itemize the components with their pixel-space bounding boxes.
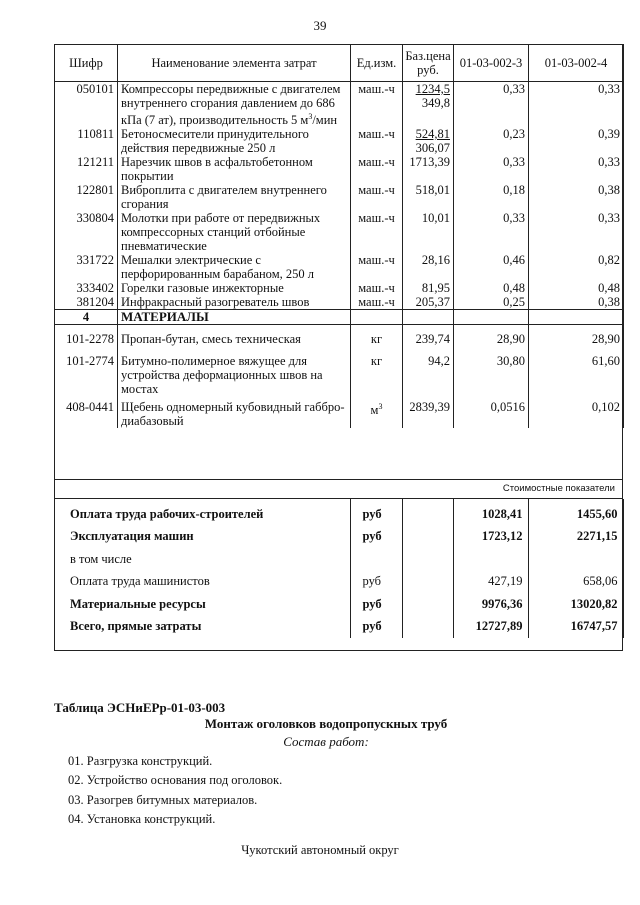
summary-col1 (453, 548, 528, 571)
row-unit: кг (351, 325, 403, 347)
row-code: 101-2774 (55, 346, 118, 396)
table-row (55, 183, 624, 211)
row-col1: 0,48 (454, 281, 529, 295)
summary-col1: 12727,89 (453, 616, 528, 639)
row-col2: 0,33 (529, 155, 624, 183)
section-title: МАТЕРИАЛЫ (118, 310, 351, 325)
row-col2: 0,39 (529, 127, 624, 155)
row-name: Бетоносмесители принудительного действия передвижные 250 л (118, 127, 351, 155)
table-header-row (55, 45, 624, 82)
row-col1: 0,33 (454, 211, 529, 253)
summary-unit: руб (350, 593, 402, 616)
row-code: 101-2278 (55, 325, 118, 347)
summary-row (54, 593, 623, 616)
table-row (55, 346, 624, 396)
row-col2: 0,38 (529, 295, 624, 310)
summary-col2 (528, 548, 623, 571)
price-top: 1234,5 (415, 82, 450, 96)
row-price: 1713,39 (403, 155, 454, 183)
summary-row (54, 616, 623, 639)
row-unit: маш.-ч (351, 295, 403, 310)
header-col1: 01-03-002-3 (454, 45, 529, 82)
header-name: Наименование элемента затрат (118, 45, 351, 82)
row-col1: 28,90 (454, 325, 529, 347)
row-unit: маш.-ч (351, 211, 403, 253)
empty-cell (403, 310, 454, 325)
row-col2: 0,33 (529, 82, 624, 128)
row-col2: 28,90 (529, 325, 624, 347)
row-name: Битумно-полимерное вяжущее для устройства деформационных швов на мостах (118, 346, 351, 396)
row-unit: маш.-ч (351, 82, 403, 128)
empty-cell (402, 571, 453, 594)
list-item: 01. Разгрузка конструкций. (68, 754, 213, 768)
header-col2: 01-03-002-4 (529, 45, 624, 82)
summary-col2: 658,06 (528, 571, 623, 594)
empty-cell (402, 593, 453, 616)
table-row (55, 211, 624, 253)
table-row (55, 325, 624, 347)
row-unit: маш.-ч (351, 127, 403, 155)
table-row (55, 127, 624, 155)
row-price (403, 82, 454, 128)
row-col2: 61,60 (529, 346, 624, 396)
row-unit: маш.-ч (351, 155, 403, 183)
list-item: 03. Разогрев битумных материалов. (68, 792, 258, 807)
works-list (68, 754, 282, 831)
empty-cell (402, 499, 453, 526)
row-col2: 0,102 (529, 396, 624, 428)
cost-table (54, 44, 623, 651)
table-row (55, 281, 624, 295)
row-unit: маш.-ч (351, 281, 403, 295)
price-bottom: 306,07 (415, 141, 450, 156)
summary-row (54, 548, 623, 571)
summary-col1: 1028,41 (453, 499, 528, 526)
list-item: 02. Устройство основания под оголовок. (68, 773, 283, 788)
summary-table (54, 499, 624, 638)
list-item: 04. Установка конструкций. (68, 811, 216, 826)
table-row (55, 396, 624, 428)
row-name: Щебень одномерный кубовидный габбро-диабазовый (118, 396, 351, 428)
next-table-title: Таблица ЭСНиЕРр-01-03-003 (54, 700, 226, 715)
row-col1: 0,18 (454, 183, 529, 211)
row-code: 408-0441 (55, 396, 118, 428)
row-code: 122801 (55, 183, 118, 211)
summary-unit: руб (350, 526, 402, 549)
row-price: 94,2 (403, 346, 454, 396)
row-name: Пропан-бутан, смесь техническая (118, 325, 351, 347)
row-name: Нарезчик швов в асфальтобетонном покрытии (118, 155, 351, 183)
table-row (55, 155, 624, 183)
header-unit: Ед.изм. (351, 45, 403, 82)
row-name: Горелки газовые инжекторные (118, 281, 351, 295)
resource-table (54, 44, 624, 428)
row-col2: 0,33 (529, 211, 624, 253)
row-col2: 0,48 (529, 281, 624, 295)
empty-cell (402, 548, 453, 571)
row-code: 110811 (55, 127, 118, 155)
row-col1: 0,33 (454, 82, 529, 128)
summary-label: Оплата труда рабочих-строителей (70, 506, 264, 521)
row-col1: 0,0516 (454, 396, 529, 428)
row-code: 381204 (55, 295, 118, 310)
row-price: 81,95 (403, 281, 454, 295)
summary-col1: 9976,36 (453, 593, 528, 616)
row-code: 050101 (55, 82, 118, 128)
row-unit: $м^3$ (351, 396, 403, 428)
row-col2: 0,82 (529, 253, 624, 281)
summary-label: Эксплуатация машин (70, 529, 194, 544)
row-name: Мешалки электрические с перфорированным барабаном, 250 л (118, 253, 351, 281)
summary-col1: 1723,12 (453, 526, 528, 549)
empty-cell (402, 526, 453, 549)
table-row (55, 82, 624, 128)
summary-unit: руб (350, 499, 402, 526)
row-col1: 0,25 (454, 295, 529, 310)
row-code: 121211 (55, 155, 118, 183)
row-price: 205,37 (403, 295, 454, 310)
row-price: 239,74 (403, 325, 454, 347)
price-top: 524,81 (415, 127, 450, 142)
row-col1: 0,23 (454, 127, 529, 155)
row-col2: 0,38 (529, 183, 624, 211)
summary-col2: 16747,57 (528, 616, 623, 639)
row-code: 330804 (55, 211, 118, 253)
table-row (55, 253, 624, 281)
price-bottom: 349,8 (421, 96, 450, 110)
summary-label: Материальные ресурсы (70, 596, 206, 611)
header-price: Баз.цена руб. (403, 45, 454, 82)
row-price: 28,16 (403, 253, 454, 281)
summary-row (54, 499, 623, 526)
row-unit: маш.-ч (351, 183, 403, 211)
works-heading: Состав работ: (283, 734, 369, 749)
summary-unit: руб (350, 571, 402, 594)
row-name: Молотки при работе от передвижных компрессорных станций отбойные пневматические (118, 211, 351, 253)
row-price: 518,01 (403, 183, 454, 211)
row-col1: 0,33 (454, 155, 529, 183)
cost-indicators-label: Стоимостные показатели (502, 483, 615, 494)
summary-col2: 2271,15 (528, 526, 623, 549)
header-code: Шифр (55, 45, 118, 82)
summary-label: Всего, прямые затраты (70, 619, 202, 634)
row-unit: кг (351, 346, 403, 396)
row-name: Компрессоры передвижные с двигателем внутреннего сгорания давлением до 686 кПа (7 ат), производительность 5 $м^3$/мин (118, 82, 351, 128)
empty-cell (454, 310, 529, 325)
summary-unit (350, 548, 402, 571)
empty-cell (529, 310, 624, 325)
summary-label: Оплата труда машинистов (70, 574, 210, 589)
page-number: 39 (313, 18, 327, 33)
summary-col2: 1455,60 (528, 499, 623, 526)
row-price: 2839,39 (403, 396, 454, 428)
summary-row (54, 571, 623, 594)
summary-label: в том числе (70, 551, 132, 566)
summary-row (54, 526, 623, 549)
summary-col2: 13020,82 (528, 593, 623, 616)
row-name: Виброплита с двигателем внутреннего сгорания (118, 183, 351, 211)
row-price (403, 127, 454, 155)
row-code: 333402 (55, 281, 118, 295)
table-row (55, 295, 624, 310)
page-footer: Чукотский автономный округ (241, 843, 399, 857)
next-table-subtitle: Монтаж оголовков водопропускных труб (204, 716, 448, 731)
empty-cell (402, 616, 453, 639)
row-price: 10,01 (403, 211, 454, 253)
row-name: Инфракрасный разогреватель швов (118, 295, 351, 310)
row-code: 331722 (55, 253, 118, 281)
row-col1: 0,46 (454, 253, 529, 281)
section-header-row (55, 310, 624, 325)
row-col1: 30,80 (454, 346, 529, 396)
section-number: 4 (55, 310, 118, 325)
cost-indicators-row (54, 479, 623, 499)
empty-cell (351, 310, 403, 325)
row-unit: маш.-ч (351, 253, 403, 281)
summary-unit: руб (350, 616, 402, 639)
summary-col1: 427,19 (453, 571, 528, 594)
